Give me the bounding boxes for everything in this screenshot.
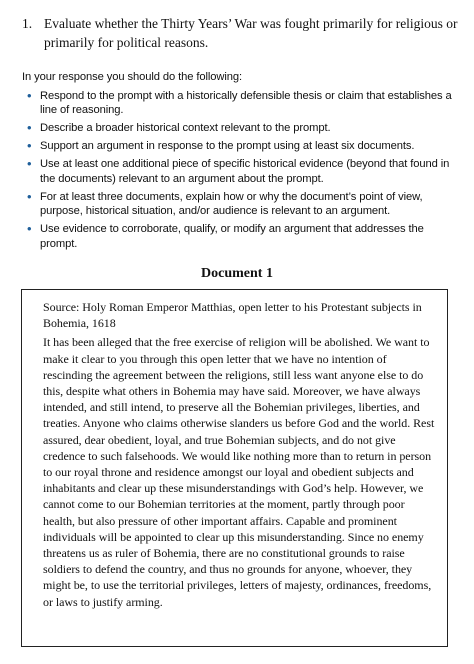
instruction-text: Use at least one additional piece of specific historical evidence (beyond that found in the documents) relevant to an argument about the prompt. [40,158,450,185]
instructions [22,70,462,255]
bullet-icon: • [27,221,32,236]
question-number: 1. [22,16,33,31]
instruction-item [22,190,462,219]
bullet-icon: • [27,156,32,171]
bullet-icon: • [27,188,32,204]
bullet-icon: • [27,138,32,153]
question [22,14,462,52]
document-source: Source: Holy Roman Emperor Matthias, open letter to his Protestant subjects in Bohemia, 1618 [43,300,422,331]
instruction-text: Respond to the prompt with a historically defensible thesis or claim that establishes a line of reasoning. [40,89,452,116]
document-box [21,289,448,647]
instruction-item [22,121,462,136]
instruction-text: Describe a broader historical context relevant to the prompt. [40,122,331,134]
instruction-item [22,89,462,118]
instruction-item [22,222,462,251]
instruction-item [22,139,462,154]
document-title: Document 1 [201,266,273,281]
instruction-text: Use evidence to corroborate, qualify, or modify an argument that addresses the prompt. [40,223,424,250]
bullet-icon: • [27,120,32,135]
instructions-list [22,89,462,252]
instruction-text: Support an argument in response to the prompt using at least six documents. [40,140,415,152]
instructions-intro: In your response you should do the following: [22,71,243,83]
bullet-icon: • [27,87,32,103]
instruction-item [22,157,462,186]
document-body: It has been alleged that the free exercise of religion will be abolished. We want to make it clear to you through this open letter that we have no intention of rescinding the agreement between the religions, still less want anyone else to do this, despite what others in Bohemia may have said. Moreover, we have always intended, and still intend, to preserve all the Bohemian privileges, liberties, and treaties. Anyone who claims otherwise slanders us before God and the world. Rest assured, dear obedient, loyal, and true Bohemian subjects, and do not give credence to such falsehoods. We would like nothing more than to return in person to our royal throne and residence amongst our loyal and obedient subjects and inhabitants and clear up these misunderstandings with God’s help. However, we cannot come to our Bohemian territories at the moment, partly through poor health, but also pressure of other important affairs. Capable and prominent individuals will be appointed to clear up this misunderstanding. Since no enemy threatens us as ruler of Bohemia, there are no constitutional grounds to raise soldiers to defend the country, and thus no grounds for anyone, whoever, they might be, to use the territorial privileges, letters of majesty, ordinances, freedoms, or laws to justify arming. [43,335,435,609]
instruction-text: For at least three documents, explain how or why the document’s point of view, purpose, historical situation, and/or audience is relevant to an argument. [40,190,423,217]
question-text: Evaluate whether the Thirty Years’ War was fought primarily for religious or primarily for political reasons. [44,16,458,50]
